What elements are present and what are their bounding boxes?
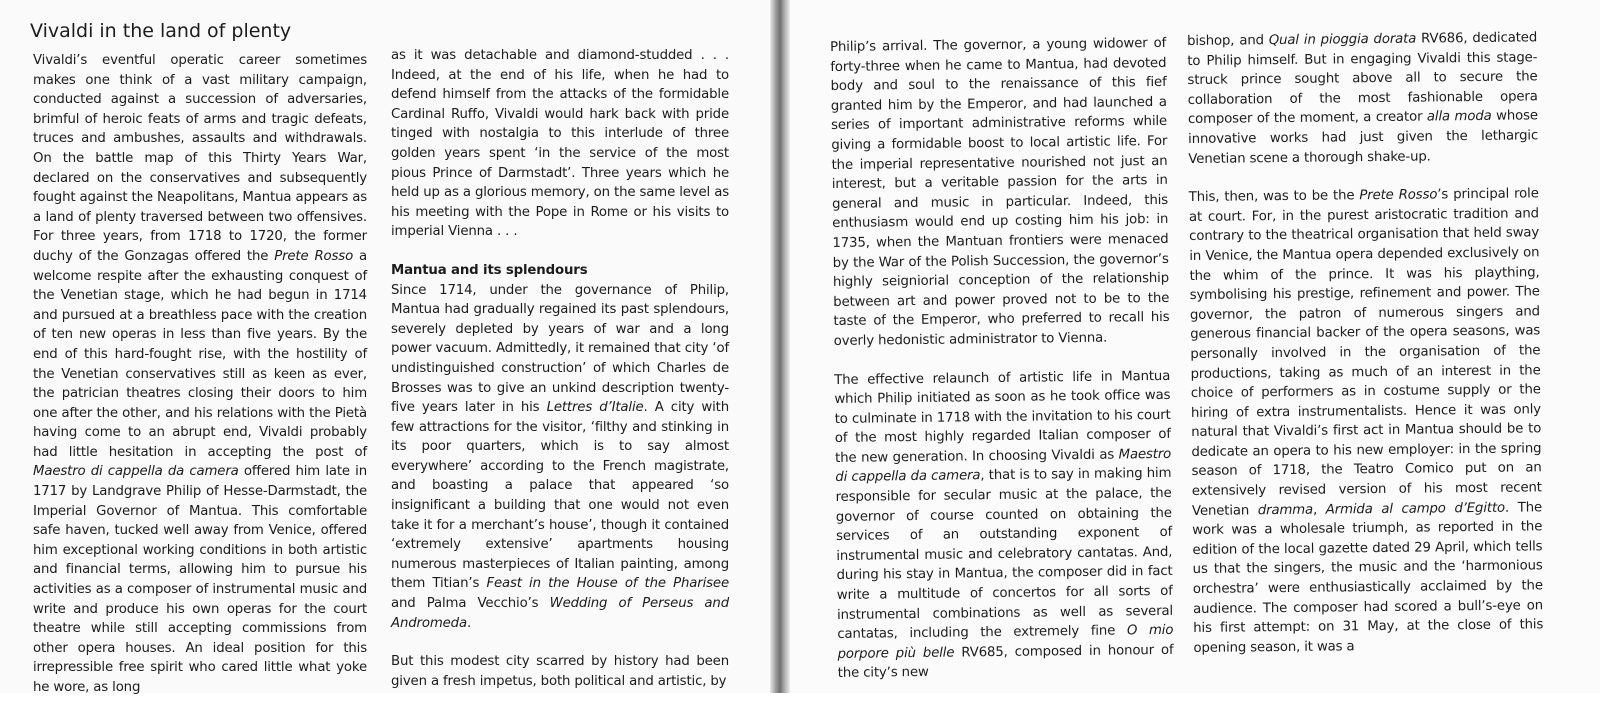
column-2 (391, 46, 729, 710)
paragraph: This, then, was to be the Prete Rosso’s principal role at court. For, in the purest aristocratic tradition and contrary to the theatrical organisation that held sway in Venice, the Mantua opera depended exclusively on the whim of the prince. It was his plaything, symbolising his prestige, refinement and power. The governor, the patron of numerous singers and generous financial backer of the opera seasons, was personally involved in the organisation of the productions, taking as much of an interest in the choice of performers as in costume supply or the hiring of extra instrumentalists. Hence it was only natural that Vivaldi’s first act in Mantua should be to dedicate an opera to his new employer: in the spring season of 1718, the Teatro Comico put on an extensively revised version of his most recent Venetian dramma, Armida al campo d’Egitto. The work was a wholesale triumph, as reported in the edition of the local gazette dated 29 April, which tells us that the singers, the music and the ‘harmonious orchestra’ were enthusiastically acclaimed by the audience. The composer had scored a bull’s-eye on his first attempt: on 31 May, at the close of this opening season, it was a (1188, 186, 1544, 656)
section-heading: Mantua and its splendours (391, 262, 588, 278)
paragraph: Since 1714, under the governance of Philip, Mantua had gradually regained its past splendours, severely depleted by years of war and a long power vacuum. Admittedly, it remained that city ‘of undistinguished construction’ of which Charles de Brosses was to give an unkind description twenty-five years later in his Lettres d’Italie. A city with few attractions for the visitor, ‘filthy and stinking in its poor quarters, which is to say almost everywhere’ according to the French magistrate, and boasting a palace that appeared ‘so insignificant a building that one would not even take it for a merchant’s house’, though it contained ‘extremely extensive’ apartments housing numerous masterpieces of Italian painting, among them Titian’s Feast in the House of the Pharisee and Palma Vecchio’s Wedding of Perseus and Andromeda. (391, 282, 729, 631)
paragraph: Vivaldi’s eventful operatic career sometimes makes one think of a vast military campaign, conducted against a succession of adversaries, brimful of heroic feats of arms and tragic defeats, truces and ambushes, assaults and withdrawals. On the battle map of this Thirty Years War, declared on the conservatives and subsequently fought against the Neapolitans, Mantua appears as a land of plenty traversed between two offensives. For three years, from 1718 to 1720, the former duchy of the Gonzagas offered the Prete Rosso a welcome respite after the exhausting conquest of the Venetian stage, which he had begun in 1714 and pursued at a breathless pace with the creation of ten new operas in less than five years. By the end of this hard-fought rise, with the hostility of the Venetian conservatives still as keen as ever, the patrician theatres closing their doors to him one after the other, and his relations with the Pietà having come to an abrupt end, Vivaldi probably had little hesitation in accepting the post of Maestro di cappella da camera offered him late in 1717 by Landgrave Philip of Hesse-Darmstadt, the Imperial Governor of Mantua. This comfortable safe haven, tucked well away from Venice, offered him exceptional working conditions in both artistic and financial terms, allowing him to pursue his activities as a composer of instrumental music and write and produce his own operas for the court theatre while still accepting commissions from other opera houses. An ideal position for this irrepressible free spirit who cared little what yoke he wore, as long (33, 53, 368, 695)
column-3 (830, 34, 1174, 703)
column-1 (33, 51, 367, 717)
paragraph: Philip’s arrival. The governor, a young widower of forty-three when he came to Mantua, had devoted body and soul to the renaissance of this fief granted him by the Emperor, and had launched a series of important administrative reforms while giving a formidable boost to local artistic life. For the imperial representative nourished not just an interest, but a veritable passion for the arts in general and music in particular. Indeed, this enthusiasm would end up costing him his job: in 1735, when the Mantuan frontiers were menaced by the War of the Polish Succession, the governor’s highly seigniorial conception of the relationship between art and power proved not to be to the taste of the Emperor, who preferred to recall his overly hedonistic administrator to Vienna. (830, 35, 1170, 349)
article-title: Vivaldi in the land of plenty (30, 20, 292, 42)
book-gutter (770, 0, 790, 693)
column-4 (1187, 28, 1544, 677)
left-page (0, 0, 770, 693)
paragraph: But this modest city scarred by history had been given a fresh impetus, both political and artistic, by (391, 654, 729, 689)
paragraph: The effective relaunch of artistic life in Mantua which Philip initiated as soon as he took office was to culminate in 1718 with the invitation to his court of the most highly regarded Italian composer of the new generation. In choosing Vivaldi as Maestro di cappella da camera, that is to say in making him responsible for secular music at the palace, the governor of course counted on obtaining the services of an outstanding exponent of instrumental music and celebratory cantatas. And, during his stay in Mantua, the composer did in fact write a multitude of concertos for all sorts of instrumental combinations as well as several cantatas, including the extremely fine O mio porpore più belle RV685, composed in honour of the city’s new (834, 368, 1174, 682)
paragraph: as it was detachable and diamond-studded . . . Indeed, at the end of his life, when he had to defend himself from the attacks of the formidable Cardinal Ruffo, Vivaldi would hark back with pride tinged with nostalgia to this interlude of three golden years spent ‘in the service of the most pious Prince of Darmstadt’. Three years which he held up as a glorious memory, on the same level as his meeting with the Pope in Rome or his visits to imperial Vienna . . . (391, 48, 729, 240)
paragraph: bishop, and Qual in pioggia dorata RV686, dedicated to Philip himself. But in engaging Vivaldi this stage-struck prince sought above all to secure the collaboration of the most fashionable opera composer of the moment, a creator alla moda whose innovative works had just given the lethargic Venetian scene a thorough shake-up. (1187, 30, 1539, 167)
